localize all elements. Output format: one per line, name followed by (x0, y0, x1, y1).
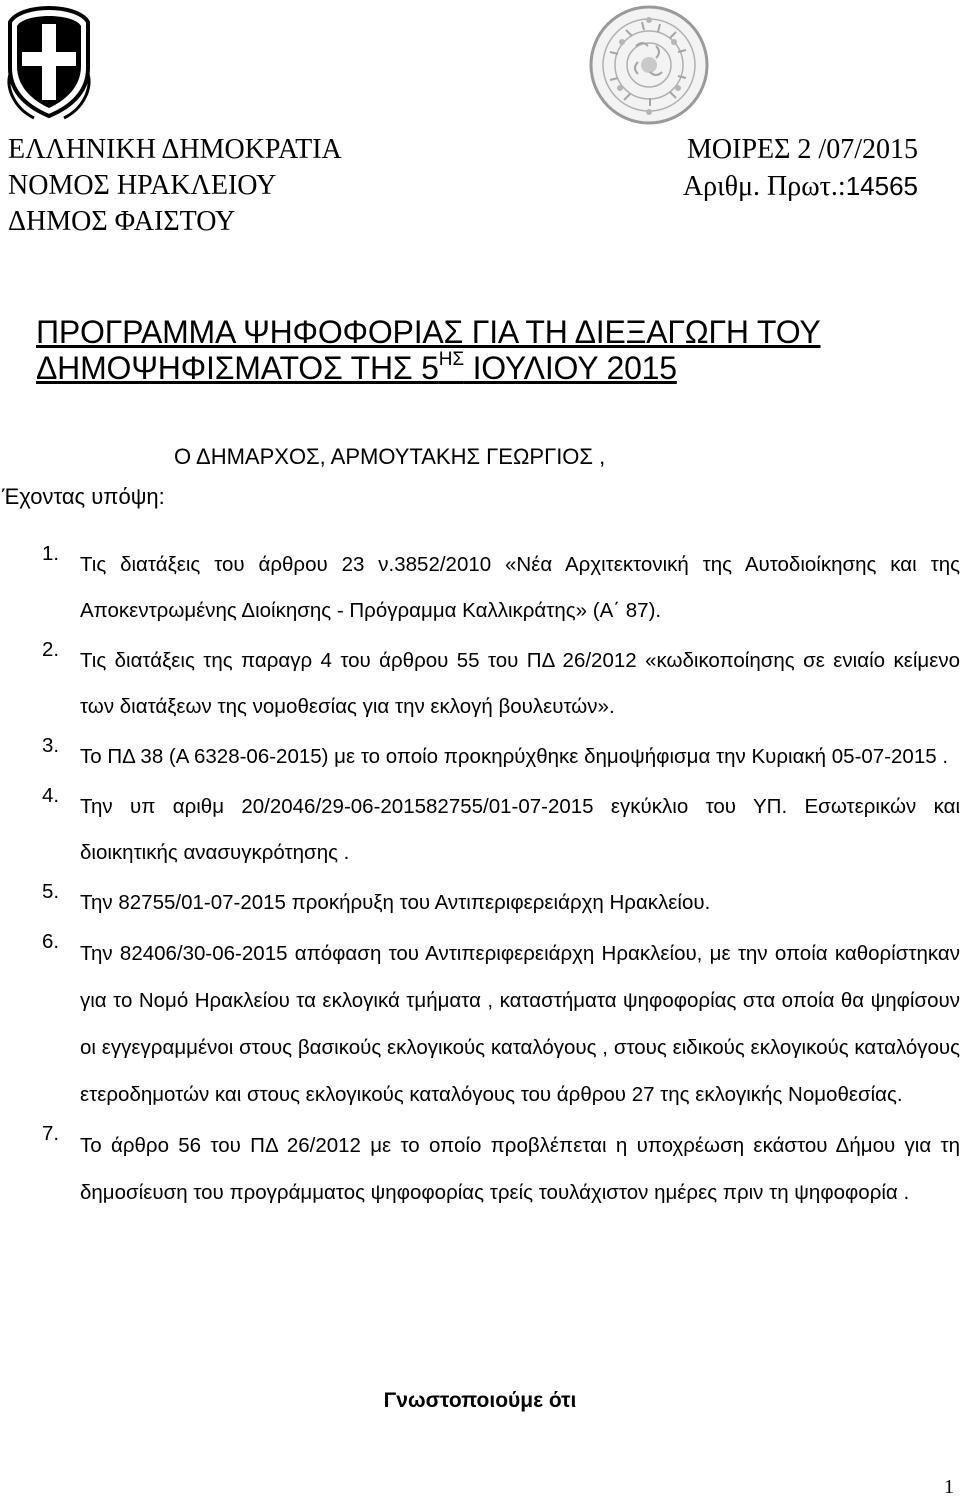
list-item (0, 542, 960, 634)
mayor-line: Ο ΔΗΜΑΡΧΟΣ, ΑΡΜΟΥΤΑΚΗΣ ΓΕΩΡΓΙΟΣ , (174, 444, 606, 469)
legal-basis-list (0, 542, 960, 1220)
list-item (0, 638, 960, 730)
title-line-1: ΠΡΟΓΡΑΜΜΑ ΨΗΦΟΦΟΡΙΑΣ ΓΙΑ ΤΗ ΔΙΕΞΑΓΩΓΗ ΤΟΥ (36, 314, 821, 350)
item-text: Το ΠΔ 38 (Α 6328-06-2015) με το οποίο προκηρύχθηκε δημοψήφισμα την Κυριακή 05-07-2015 . (80, 745, 949, 768)
phaistos-disc-seal-icon (586, 2, 712, 128)
item-text: Τις διατάξεις του άρθρου 23 ν.3852/2010 «Νέα Αρχιτεκτονική της Αυτοδιοίκησης και της Αποκεντρωμένης Διοίκησης - Πρόγραμμα Καλλικράτης» (Α΄ 87). (80, 553, 960, 622)
issuer-block (8, 132, 342, 240)
greek-emblem-icon (4, 4, 94, 122)
item-number: 5. (42, 880, 60, 903)
item-number: 7. (42, 1122, 60, 1145)
issuer-line-municipality: ΔΗΜΟΣ ΦΑΙΣΤΟΥ (8, 206, 236, 237)
title-line-2-end: ΙΟΥΛΙΟΥ 2015 (463, 350, 677, 386)
item-text: Το άρθρο 56 του ΠΔ 26/2012 με το οποίο προβλέπεται η υποχρέωση εκάστου Δήμου για τη δημοσίευση του προγράμματος ψηφοφορίας τρείς τουλάχιστον ημέρες πριν τη ψηφοφορία . (80, 1134, 960, 1204)
item-text: Την 82406/30-06-2015 απόφαση του Αντιπεριφερειάρχη Ηρακλείου, με την οποία καθορίστηκαν για το Νομό Ηρακλείου τα εκλογικά τμήματα , καταστήματα ψηφοφορίας στα οποία θα ψηφίσουν οι εγγεγραμμένοι στους βασικούς εκλογικούς καταλόγους , στους ειδικούς εκλογικούς καταλόγους ετεροδημοτών και στους εκλογικούς καταλόγους του άρθρου 27 της εκλογικής Νομοθεσίας. (80, 942, 960, 1106)
document-title (36, 314, 821, 386)
protocol-label: Αριθμ. Πρωτ.: (682, 171, 846, 202)
item-number: 2. (42, 638, 60, 661)
item-text: Την υπ αριθμ 20/2046/29-06-201582755/01-07-2015 εγκύκλιο του ΥΠ. Εσωτερικών και διοικητικής ανασυγκρότησης . (80, 795, 960, 864)
title-line-2-start: ΔΗΜΟΨΗΦΙΣΜΑΤΟΣ ΤΗΣ 5 (36, 350, 439, 386)
reference-block (683, 132, 918, 205)
item-number: 6. (42, 930, 60, 953)
title-ordinal-suffix: ΗΣ (438, 349, 464, 370)
protocol-line (683, 168, 918, 205)
list-item (0, 930, 960, 1118)
list-item (0, 734, 960, 780)
item-number: 3. (42, 734, 60, 757)
protocol-number: 14565 (845, 171, 918, 201)
item-number: 1. (42, 542, 60, 565)
item-text: Την 82755/01-07-2015 προκήρυξη του Αντιπεριφερειάρχη Ηρακλείου. (80, 891, 711, 914)
announcement-heading: Γνωστοποιούμε ότι (383, 1389, 577, 1412)
list-item (0, 1122, 960, 1216)
location-date: ΜΟΙΡΕΣ 2 /07/2015 (687, 134, 918, 165)
title-line-2 (36, 350, 821, 386)
list-item (0, 880, 960, 926)
item-number: 4. (42, 784, 60, 807)
issuer-line-republic: ΕΛΛΗΝΙΚΗ ΔΗΜΟΚΡΑΤΙΑ (8, 134, 342, 165)
list-item (0, 784, 960, 876)
considering-label: Έχοντας υπόψη: (2, 484, 165, 509)
item-text: Τις διατάξεις της παραγρ 4 του άρθρου 55 του ΠΔ 26/2012 «κωδικοποίησης σε ενιαίο κείμενο των διατάξεων της νομοθεσίας για την εκλογή βουλευτών». (80, 649, 960, 718)
page-number: 1 (944, 1476, 954, 1498)
issuer-line-prefecture: ΝΟΜΟΣ ΗΡΑΚΛΕΙΟΥ (8, 170, 277, 201)
